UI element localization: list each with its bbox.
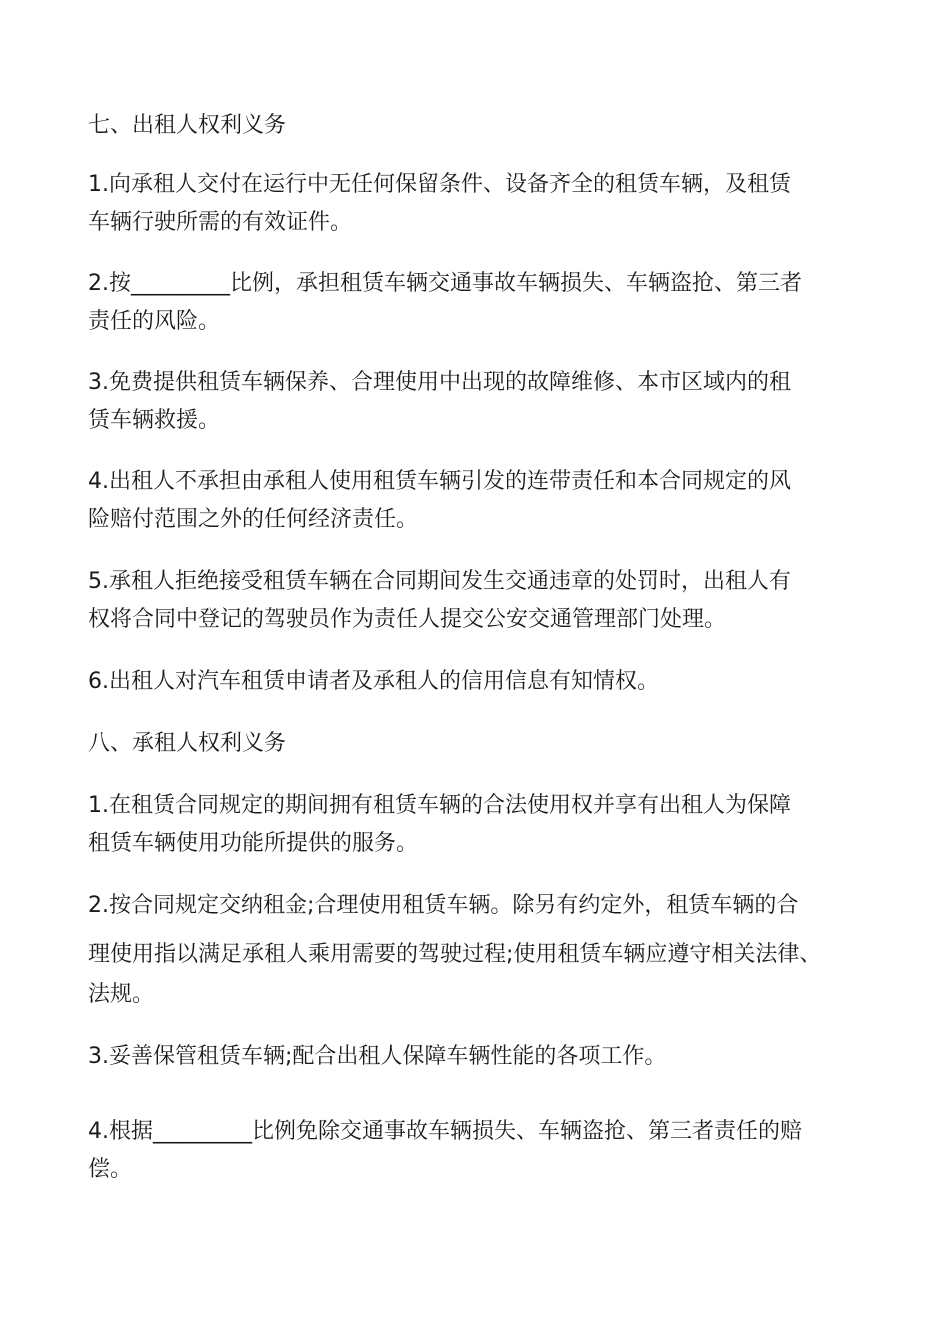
paragraph-line: 险赔付范围之外的任何经济责任。 (88, 507, 419, 532)
paragraph-line: 责任的风险。 (88, 309, 221, 334)
paragraph-line: 租赁车辆使用功能所提供的服务。 (88, 831, 419, 856)
paragraph-line: 2.按_________比例，承担租赁车辆交通事故车辆损失、车辆盗抢、第三者 (88, 271, 802, 296)
paragraph-line: 6.出租人对汽车租赁申请者及承租人的信用信息有知情权。 (88, 669, 659, 694)
section-heading: 七、出租人权利义务 (88, 113, 287, 138)
paragraph-line: 1.向承租人交付在运行中无任何保留条件、设备齐全的租赁车辆，及租赁 (88, 172, 791, 197)
paragraph-line: 偿。 (88, 1157, 133, 1182)
paragraph-line: 4.根据_________比例免除交通事故车辆损失、车辆盗抢、第三者责任的赔 (88, 1119, 802, 1144)
paragraph-line: 4.出租人不承担由承租人使用租赁车辆引发的连带责任和本合同规定的风 (88, 469, 791, 494)
paragraph-line: 权将合同中登记的驾驶员作为责任人提交公安交通管理部门处理。 (88, 607, 727, 632)
paragraph-line: 理使用指以满足承租人乘用需要的驾驶过程;使用租赁车辆应遵守相关法律、 (88, 942, 822, 967)
paragraph-line: 车辆行驶所需的有效证件。 (88, 210, 353, 235)
paragraph-line: 3.免费提供租赁车辆保养、合理使用中出现的故障维修、本市区域内的租 (88, 370, 791, 395)
paragraph-line: 法规。 (88, 982, 155, 1007)
paragraph-line: 2.按合同规定交纳租金;合理使用租赁车辆。除另有约定外，租赁车辆的合 (88, 893, 799, 918)
paragraph-line: 3.妥善保管租赁车辆;配合出租人保障车辆性能的各项工作。 (88, 1044, 667, 1069)
paragraph-line: 5.承租人拒绝接受租赁车辆在合同期间发生交通违章的处罚时，出租人有 (88, 569, 791, 594)
paragraph-line: 赁车辆救援。 (88, 408, 221, 433)
paragraph-line: 1.在租赁合同规定的期间拥有租赁车辆的合法使用权并享有出租人为保障 (88, 793, 791, 818)
section-heading: 八、承租人权利义务 (88, 731, 287, 756)
